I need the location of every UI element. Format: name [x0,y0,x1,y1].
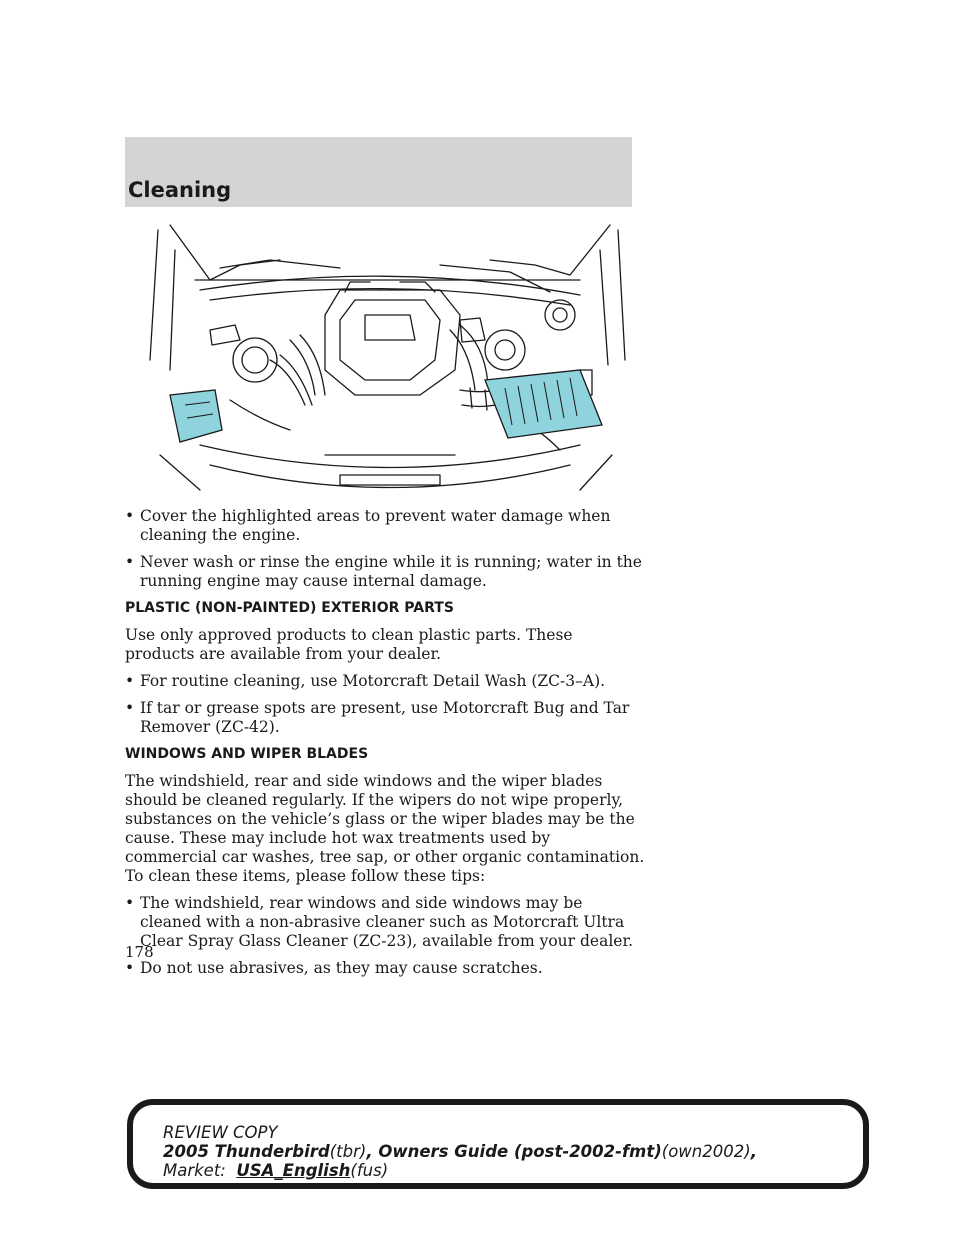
list-item: • Do not use abrasives, as they may cause scratches. [125,959,543,977]
list-item: • Never wash or rinse the engine while it is running; water in the running engine may cause internal damage. [125,553,642,590]
section-heading-windows: WINDOWS AND WIPER BLADES [125,746,369,762]
highlighted-areas [170,370,602,442]
paragraph: Use only approved products to clean plastic parts. These products are available from your dealer. [125,626,573,663]
list-item: • If tar or grease spots are present, use Motorcraft Bug and Tar Remover (ZC-42). [125,699,630,736]
list-item: • Cover the highlighted areas to prevent water damage when cleaning the engine. [125,507,611,544]
page-number: 178 [125,943,154,961]
page-body [125,507,645,986]
market-line: Market: USA_English(fus) [163,1161,389,1180]
section-heading-plastic: PLASTIC (NON-PAINTED) EXTERIOR PARTS [125,600,454,616]
paragraph: The windshield, rear and side windows and the wiper blades should be cleaned regularly. If the wipers do not wipe properly, substances on the vehicle’s glass or the wiper blades may be the cause. These may include hot wax treatments used by commercial car washes, tree sap, or other organic contamination. To clean these items, please follow these tips: [125,772,645,885]
list-item: • For routine cleaning, use Motorcraft Detail Wash (ZC-3–A). [125,672,606,690]
list-item: • The windshield, rear windows and side windows may be cleaned with a non-abrasive cleaner such as Motorcraft Ultra Clear Spray Glass Cleaner (ZC-23), available from your dealer. [125,894,634,950]
document-info-line: 2005 Thunderbird(tbr), Owners Guide (post-2002-fmt)(own2002), [163,1142,757,1161]
review-copy-text [163,1123,757,1180]
review-copy-label: REVIEW COPY [163,1123,278,1142]
section-title: Cleaning [128,178,232,202]
engine-compartment-illustration [140,220,632,500]
